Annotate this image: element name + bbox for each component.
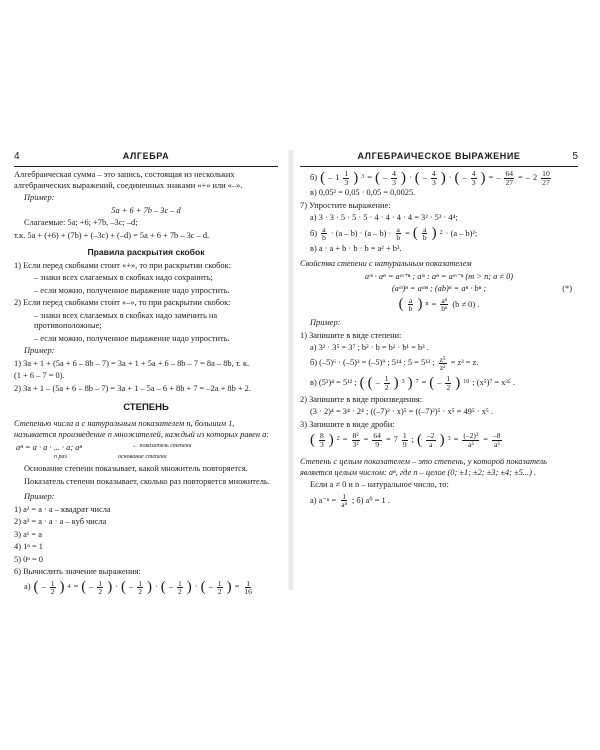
paren: ) (480, 169, 486, 186)
minus-sign: – (208, 582, 213, 592)
tail-expression: · (a – b)²; (445, 228, 478, 238)
denominator: 27 (542, 177, 550, 187)
paren: ) (440, 169, 446, 186)
paren: ) (439, 431, 445, 448)
exponent: 3 (447, 436, 451, 443)
numerator: 4 (431, 169, 436, 178)
power-example-4: 4) 1ⁿ = 1 (14, 542, 43, 552)
paren: ( (374, 169, 380, 186)
result-fraction (243, 580, 253, 596)
fraction (391, 170, 397, 186)
rule-a-label: а) a⁻ⁿ = (310, 495, 337, 505)
fraction (319, 432, 325, 448)
property-3 (300, 297, 578, 313)
rule-2: 2) Если перед скобками стоит «–», то при раскрытии скобок: (14, 298, 231, 308)
fraction (343, 170, 349, 186)
fraction (97, 580, 103, 596)
numerator: a (423, 224, 427, 234)
fraction (321, 226, 327, 242)
equals: = (385, 434, 391, 444)
numerator: 8² (352, 431, 359, 440)
property-1: aᵐ · aⁿ = aᵐ⁺ⁿ ; aᵐ : aⁿ = aᵐ⁻ⁿ (m > n; a ≠ 0) (364, 271, 514, 281)
denominator: b (422, 233, 427, 243)
right-page-title: АЛГЕБРАИЧЕСКОЕ ВЫРАЖЕНИЕ (357, 151, 521, 161)
minus-sign: – (437, 377, 442, 387)
times: · (408, 172, 412, 182)
paren: ) (147, 579, 152, 596)
exponent-definition: Показатель степени показывает, сколько раз повторяется множитель. (24, 476, 270, 486)
example-6v: в) 0,05² = 0,05 · 0,05 = 0,0025. (310, 188, 416, 198)
paren: ( (429, 374, 435, 391)
label-b: б) (310, 172, 318, 182)
exercise-2a: (3 · 2)⁴ = 3⁴ · 2⁴ ; ((–7)² · x)⁵ = ((–7)²)⁵ · x⁵ = 49⁵ · x⁵ . (310, 407, 494, 416)
paren: ( (33, 579, 39, 596)
integer-part: 2 (532, 172, 538, 182)
power-example-6a (14, 580, 278, 596)
exponent: 2 (336, 436, 340, 443)
minus-sign: – (168, 582, 173, 592)
paren: ( (414, 169, 420, 186)
numerator: 1 (446, 374, 451, 384)
fraction (408, 297, 414, 313)
numerator: aⁿ (441, 295, 448, 305)
exercise-1v-label: в) (5³)⁴ = 5¹² ; (310, 377, 357, 387)
minus-sign: – (382, 172, 388, 182)
equals: = (488, 172, 494, 182)
minus-sign: – (89, 582, 94, 592)
fraction (217, 580, 223, 596)
tk-line: т.к. 5a + (+6) + (7b) + (–3c) + (–d) = 5a + 6 + 7b – 3c – d. (14, 230, 210, 240)
exercise-3: 3) Запишите в виде дроби: (300, 419, 395, 429)
numerator: –8 (492, 431, 501, 440)
numerator: 64 (373, 431, 381, 440)
denominator: 3 (320, 439, 324, 449)
denominator: 2 (217, 587, 222, 597)
condition: (b ≠ 0) . (452, 299, 480, 309)
fraction (431, 170, 437, 186)
paren: ) (431, 225, 437, 242)
left-page-title: АЛГЕБРА (122, 151, 170, 161)
times: · (115, 582, 119, 592)
left-page-number: 4 (14, 151, 20, 162)
paren: ) (59, 579, 65, 596)
paren: ) (186, 579, 192, 596)
denominator: 2 (384, 382, 389, 392)
paren: ) (353, 169, 359, 186)
fraction (177, 580, 183, 596)
right-page-number: 5 (572, 151, 578, 162)
simplify-a: а) 3 · 3 · 5 · 5 · 5 · 4 · 4 · 4 · 4 = 3² · 5³ · 4⁴; (310, 213, 458, 223)
exercise-2: 2) Запишите в виде произведения: (300, 394, 423, 404)
power-example-6: 6) Вычислить значение выражения: (14, 567, 141, 577)
left-page (14, 150, 278, 597)
equals: = (363, 434, 369, 444)
exercise-1b (300, 356, 578, 372)
book-gutter (288, 150, 294, 590)
rule-1: 1) Если перед скобками стоит «+», то при раскрытии скобок: (14, 260, 232, 270)
numerator: –2 (426, 431, 435, 440)
simplify-b (300, 226, 578, 242)
fraction (440, 297, 448, 313)
minus-sign: – (328, 172, 333, 182)
denominator: 2 (177, 587, 182, 597)
fraction (395, 226, 401, 242)
equals: = (73, 582, 79, 592)
paren: ) (328, 431, 334, 448)
integer-part: 7 (393, 434, 398, 444)
fraction (372, 432, 382, 448)
numerator: 1 (342, 491, 346, 501)
paren: ) (455, 374, 461, 391)
rule-1-b: – если можно, полученное выражение надо упростить. (34, 285, 230, 295)
fraction (462, 432, 479, 448)
sum-expression: 5a + 6 + 7b – 3c – d (111, 205, 181, 215)
numerator: 64 (505, 169, 514, 178)
paren: ( (367, 374, 373, 391)
paren: ( (310, 431, 315, 448)
paren: ( (320, 169, 326, 186)
minus-sign: – (496, 172, 501, 182)
denominator: bⁿ (441, 304, 448, 314)
minus-sign: – (375, 377, 380, 387)
numerator: 8 (320, 431, 324, 440)
paren: ( (160, 579, 166, 596)
rule-1-a: – знаки всех слагаемых в скобках надо сохранить; (34, 273, 213, 283)
brackets-example-2: 2) 3a + 1 – (5a + 6 – 8b – 7) = 3a + 1 – 5a – 6 + 8b + 7 = –2a + 8b + 2. (14, 383, 251, 393)
numerator: a (408, 295, 413, 305)
example-label-right: Пример: (310, 318, 341, 328)
integer-exponent-definition: Степень с целым показателем – это степень, у которой показатель является целым числом: aⁿ, где n – целое (0; ±1; ±2; ±3; ±4; ±5...) . (300, 457, 547, 477)
numerator: (–2)³ (463, 431, 479, 440)
denominator: b (408, 304, 413, 314)
exponent-annotation: ← показатель степени (132, 443, 192, 450)
paren: ( (416, 431, 422, 448)
minus-sign: – (525, 172, 530, 182)
paren: ( (81, 579, 87, 596)
denominator: a³ (493, 439, 500, 449)
fraction (445, 375, 451, 391)
power-example-1: 1) a² = a · a – квадрат числа (14, 504, 111, 514)
simplify-title: 7) Упростите выражение: (300, 200, 391, 210)
fraction (384, 375, 390, 391)
fraction (471, 170, 477, 186)
equals: = (483, 434, 488, 444)
numerator: 1 (246, 578, 250, 588)
paren: ) (226, 579, 232, 596)
exercise-1: 1) Запишите в виде степени: (300, 330, 402, 340)
numerator: 1 (177, 578, 182, 588)
power-section-title: СТЕПЕНЬ (123, 402, 169, 414)
denominator: b (322, 233, 326, 243)
paren: ) (417, 296, 423, 313)
exercise-1v (300, 374, 578, 393)
paren: ( (412, 225, 418, 242)
paren: ( (454, 169, 460, 186)
power-formula: aⁿ = a · a · ... · a; aⁿ (16, 443, 83, 453)
fraction (504, 170, 514, 186)
equals: = (431, 299, 437, 309)
denominator: b (396, 233, 401, 243)
integer-exponent-rules (300, 493, 578, 509)
minus-sign: – (422, 172, 427, 182)
brackets-example-1-cont: (1 + 6 – 7 = 0). (14, 371, 65, 381)
numerator: 4 (471, 169, 476, 178)
equals: = (234, 582, 240, 592)
numerator: 1 (98, 578, 103, 588)
equals: = (421, 377, 427, 387)
denominator: 9 (402, 439, 407, 449)
right-page-header (300, 150, 578, 167)
numerator: 1 (138, 578, 142, 588)
base-definition: Основание степени показывает, какой множитель повторяется. (24, 464, 248, 474)
rule-b: ; б) a⁰ = 1 . (351, 495, 390, 505)
denominator: 3 (344, 177, 349, 187)
denominator: a (429, 439, 433, 449)
denominator: a³ (467, 439, 474, 449)
fraction (50, 580, 56, 596)
exponent: 2 (439, 230, 443, 237)
numerator: 1 (402, 431, 407, 440)
numerator: a (396, 224, 400, 234)
mid-expression: · (a – b) · (a – b) · (330, 228, 392, 238)
denominator: 3 (392, 177, 396, 187)
denominator: 3² (352, 439, 359, 449)
paren: ( (398, 296, 404, 313)
right-page (300, 150, 578, 590)
denominator: 27 (505, 177, 514, 187)
times: · (194, 582, 198, 592)
property-star: (*) (562, 284, 572, 294)
example-label-3: Пример: (24, 492, 55, 502)
minus-sign: – (41, 582, 46, 592)
denominator: 2 (138, 587, 142, 597)
numerator: 4 (392, 169, 396, 178)
exponent: 3 (401, 379, 405, 386)
power-formula-block (14, 442, 278, 464)
power-definition: Степенью числа a с натуральным показателем n, большим 1, называется произведение n множителей, каждый из которых равен a: (14, 419, 270, 439)
exponent: 7 (415, 379, 419, 386)
integer-part: 1 (335, 172, 340, 182)
exercise-1b-tail: = z³ = z. (450, 358, 479, 368)
equals: = (453, 434, 459, 444)
denominator: 2 (446, 382, 451, 392)
numerator: 1 (217, 578, 222, 588)
denominator: aⁿ (341, 500, 347, 510)
algebraic-sum-definition: Алгебраическая сумма – это запись, состоящая из нескольких алгебраических выражений, соединенных знаками «+» или «–». (14, 170, 243, 190)
fraction (492, 432, 502, 448)
fraction (426, 432, 436, 448)
label-b: б) (310, 228, 318, 238)
power-example-3: 3) a¹ = a (14, 529, 42, 539)
bracket: ( (359, 374, 365, 391)
label-a: а) (24, 582, 31, 592)
fraction (340, 493, 348, 509)
minus-sign: – (462, 172, 467, 182)
power-example-5: 5) 0ⁿ = 0 (14, 554, 43, 564)
equals: = (342, 434, 348, 444)
fraction (137, 580, 143, 596)
numerator: a (322, 224, 326, 234)
fraction (439, 356, 447, 372)
brackets-rules-title: Правила раскрытия скобок (87, 247, 205, 257)
minus-sign: – (129, 582, 134, 592)
property-2-row (300, 284, 578, 295)
paren: ) (107, 579, 113, 596)
paren: ) (393, 374, 399, 391)
fraction (402, 432, 408, 448)
denominator: 2 (50, 587, 55, 597)
power-example-2: 2) a³ = a · a · a – куб числа (14, 517, 107, 527)
numerator: 10 (542, 169, 550, 178)
exercise-1v-tail: ; (x⁵)⁷ = x³⁵ . (472, 377, 516, 387)
times: · (448, 172, 452, 182)
equals: = (405, 228, 410, 238)
exercise-1a: а) 3² · 3⁵ = 3⁷ ; b² · b = b² · b¹ = b³ . (310, 343, 429, 353)
exponent: 3 (361, 174, 365, 181)
rule-2-b: – если можно, полученное выражение надо упростить. (34, 333, 230, 343)
example-6b (300, 170, 578, 186)
paren: ( (200, 579, 206, 596)
terms-line: Слагаемые: 5a; +6; +7b, –3c; –d; (24, 218, 138, 227)
exponent: 4 (67, 583, 71, 590)
n-times-annotation: n раз (54, 454, 67, 461)
properties-title: Свойства степени с натуральным показателем (300, 259, 472, 269)
equals: = (367, 172, 372, 182)
denominator: 2 (98, 587, 103, 597)
exponent: n (425, 301, 429, 308)
numerator: 1 (344, 169, 349, 178)
fraction (352, 432, 360, 448)
equals: = (518, 172, 523, 182)
example-label: Пример: (24, 193, 55, 202)
denominator: 9 (375, 439, 380, 449)
denominator: 16 (244, 587, 252, 597)
bracket: ) (407, 374, 413, 391)
exercise-3a (300, 432, 578, 448)
fraction (541, 170, 551, 186)
paren: ( (121, 579, 127, 596)
base-annotation: основание степени (118, 454, 167, 461)
separator: ; (411, 434, 414, 444)
example-label-2: Пример: (24, 346, 55, 356)
paren: ) (400, 169, 406, 186)
denominator: 3 (471, 177, 476, 187)
exponent: 10 (463, 379, 470, 386)
times: · (155, 582, 158, 592)
fraction (422, 226, 428, 242)
denominator: 3 (431, 177, 436, 187)
simplify-v: в) a · a + b · b · b = a² + b³. (310, 243, 402, 253)
rule-2-a: – знаки всех слагаемых в скобках надо заменить на противоположные; (34, 310, 218, 331)
left-page-header (14, 150, 278, 167)
numerator: 1 (384, 374, 389, 384)
property-2: (aᵐ)ⁿ = aᵐⁿ ; (ab)ⁿ = aⁿ · bⁿ ; (391, 284, 487, 294)
denominator: z² (439, 363, 446, 373)
numerator: z⁵ (439, 354, 446, 364)
exercise-1b-text: б) (–5)⁶ · (–5)³ = (–5)⁹ ; 5¹⁴ : 5 = 5¹³ ; (310, 358, 435, 368)
integer-exponent-condition: Если a ≠ 0 и n – натуральное число, то: (310, 480, 449, 490)
brackets-example-1: 1) 3a + 1 + (5a + 6 – 8b – 7) = 3a + 1 + 5a + 6 – 8b – 7 = 8a – 8b, т. к. (14, 358, 250, 368)
numerator: 1 (50, 578, 55, 588)
